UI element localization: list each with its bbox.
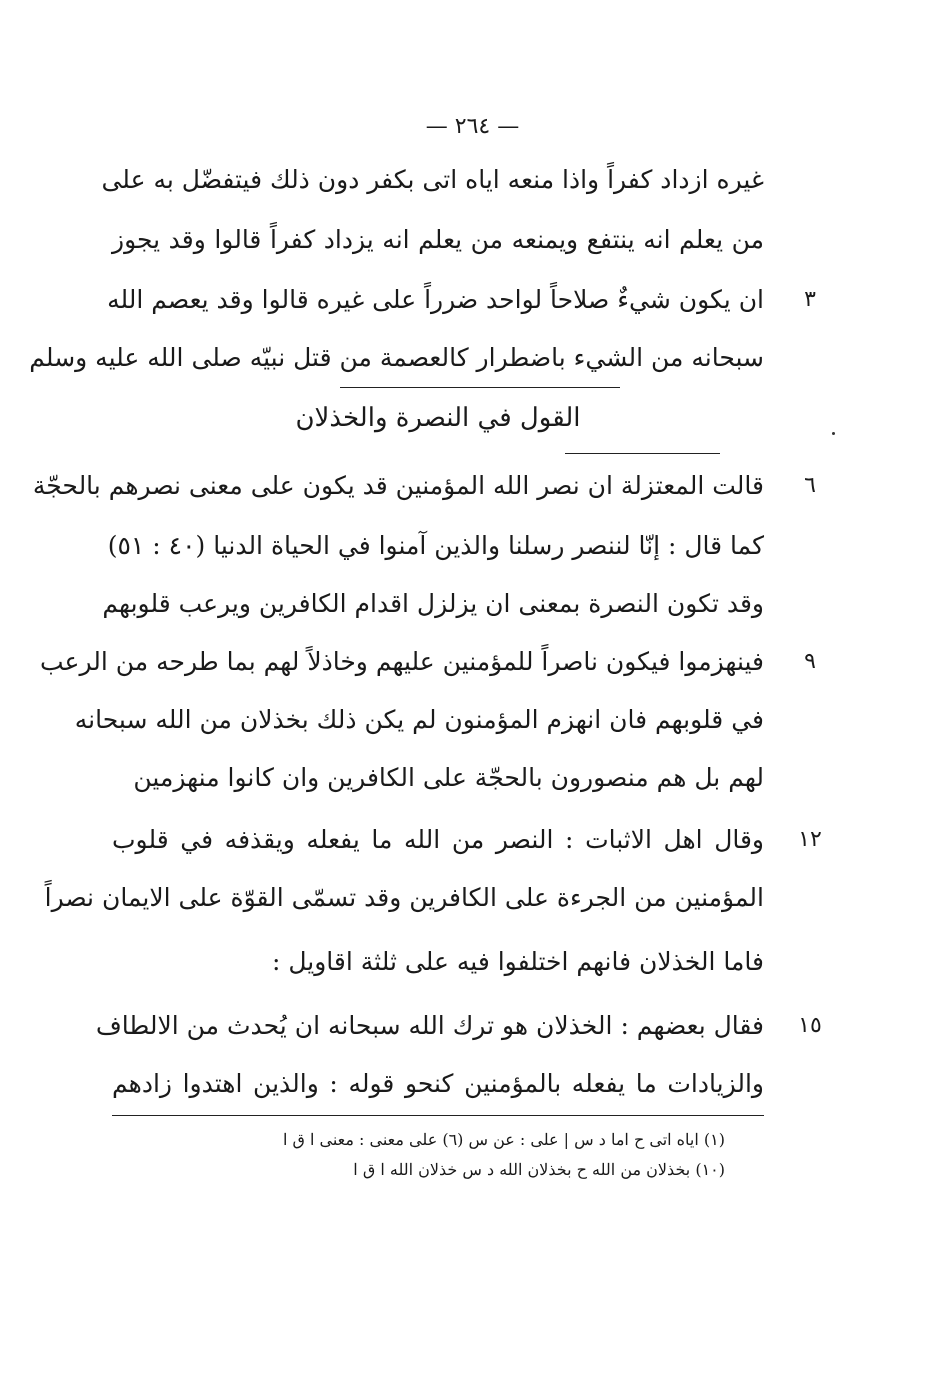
text-line: المؤمنين من الجرءة على الكافرين وقد تسمّى القوّة على الايمان نصراً: [44, 883, 764, 912]
text-line: وقد تكون النصرة بمعنى ان يزلزل اقدام الكافرين ويرعب قلوبهم: [102, 589, 764, 618]
main-text: [29, 150, 764, 1110]
section-heading: القول في النصرة والخذلان: [295, 403, 581, 433]
line-number: ٦: [804, 473, 816, 498]
line-number: ١٥: [798, 1013, 822, 1038]
text-line: سبحانه من الشيء باضطرار كالعصمة من قتل نبيّه صلى الله عليه وسلم: [29, 343, 764, 372]
text-line: لهم بل هم منصورون بالحجّة على الكافرين وان كانوا منهزمين: [133, 763, 764, 792]
text-line: كما قال : إنّا لننصر رسلنا والذين آمنوا في الحياة الدنيا (٤٠ : ٥١): [107, 531, 764, 560]
text-line: في قلوبهم فان انهزم المؤمنون لم يكن ذلك بخذلان من الله سبحانه: [74, 705, 764, 734]
text-line: قالت المعتزلة ان نصر الله المؤمنين قد يكون على معنى نصرهم بالحجّة: [32, 471, 764, 500]
text-line: غيره ازداد كفراً واذا منعه اياه اتى بكفر دون ذلك فيتفضّل به على: [101, 165, 764, 194]
text-line: فقال بعضهم : الخذلان هو ترك الله سبحانه ان يُحدث من الالطاف: [95, 1011, 764, 1040]
text-line: فينهزموا فيكون ناصراً للمؤمنين عليهم وخاذلاً لهم بما طرحه من الرعب: [40, 647, 764, 676]
page-number: — ٢٦٤ —: [425, 114, 520, 139]
footnote-line: (١) اياه اتى ح اما د س | على : عن س (٦) على معنى : معنى ا ق ا: [282, 1130, 725, 1149]
text-line: من يعلم انه ينتفع ويمنعه من يعلم انه يزداد كفراً قالوا وقد يجوز: [112, 225, 764, 254]
text-line: وقال اهل الاثبات : النصر من الله ما يفعله ويقذفه في قلوب: [112, 825, 764, 854]
line-number: ٩: [804, 649, 816, 674]
footnote-line: (١٠) بخذلان من الله ح بخذلان الله د س خذلان الله ا ق ا: [353, 1160, 725, 1179]
text-line: ان يكون شيءٌ صلاحاً لواحد ضرراً على غيره قالوا وقد يعصم الله: [107, 285, 764, 314]
text-line: فاما الخذلان فانهم اختلفوا فيه على ثلثة اقاويل :: [271, 947, 764, 976]
page-speck: [832, 432, 835, 435]
line-number: ١٢: [798, 827, 822, 852]
text-line: والزيادات ما يفعله بالمؤمنين كنحو قوله : والذين اهتدوا زادهم: [112, 1069, 764, 1098]
heading-rule-bottom: [565, 453, 720, 454]
line-number: ٣: [804, 287, 816, 312]
heading-rule-top: [340, 387, 620, 388]
footnote-separator: [112, 1115, 764, 1116]
